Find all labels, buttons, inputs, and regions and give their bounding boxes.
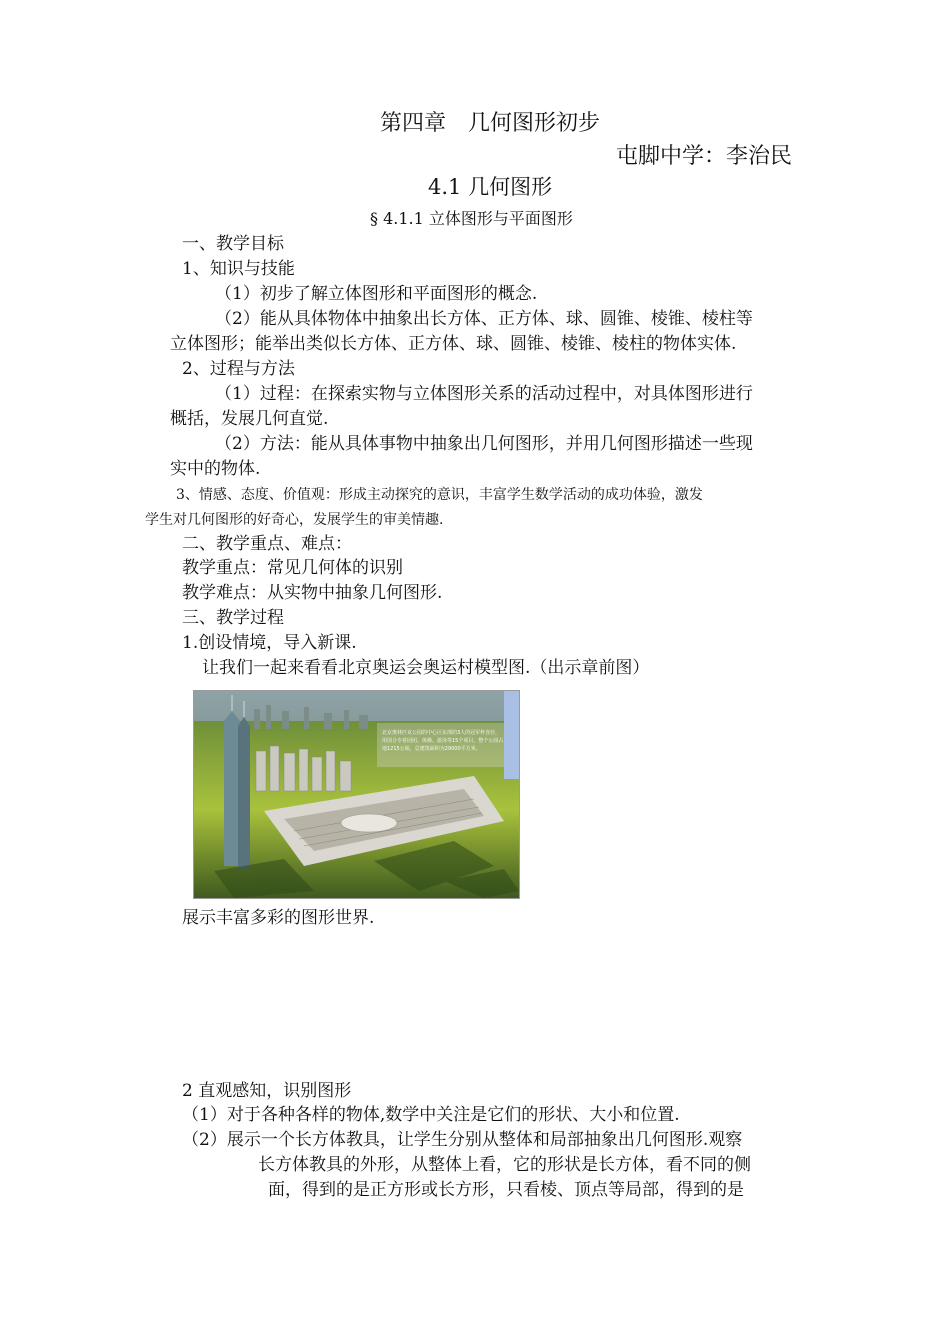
chapter-title: 第四章 几何图形初步: [380, 111, 601, 136]
subsection-title: § 4.1.1 立体图形与平面图形: [370, 209, 573, 228]
knowledge-item-2-line-1: （2）能从具体物体中抽象出长方体、正方体、球、圆锥、棱锥、棱柱等: [215, 309, 753, 329]
process-method-heading: 2、过程与方法: [182, 359, 295, 379]
teaching-focus: 教学重点：常见几何体的识别: [182, 558, 403, 578]
teaching-difficulty: 教学难点：从实物中抽象几何图形.: [182, 583, 443, 603]
knowledge-heading: 1、知识与技能: [182, 259, 295, 279]
emotion-line-1: 3、情感、态度、价值观：形成主动探究的意识，丰富学生数学活动的成功体验，激发: [176, 487, 703, 503]
author-line: 屯脚中学：李治民: [616, 144, 793, 169]
key-points-heading: 二、教学重点、难点：: [182, 534, 352, 554]
process-item-1-line-2: 概括，发展几何直觉.: [170, 409, 329, 429]
objectives-heading: 一、教学目标: [182, 234, 284, 254]
section-title: 4.1 几何图形: [428, 175, 553, 199]
step1-caption: 展示丰富多彩的图形世界.: [182, 908, 375, 928]
process-item-2-line-1: （2）方法：能从具体事物中抽象出几何图形，并用几何图形描述一些现: [215, 434, 753, 454]
knowledge-item-2-line-2: 立体图形；能举出类似长方体、正方体、球、圆锥、棱锥、棱柱的物体实体.: [170, 334, 737, 354]
process-section-heading: 三、教学过程: [182, 608, 284, 628]
step1-text: 让我们一起来看看北京奥运会奥运村模型图.（出示章前图）: [202, 658, 650, 678]
process-item-2-line-2: 实中的物体.: [170, 459, 261, 479]
step2-heading: 2 直观感知，识别图形: [182, 1081, 352, 1101]
process-item-1-line-1: （1）过程：在探索实物与立体图形关系的活动过程中，对具体图形进行: [215, 384, 753, 404]
olympic-village-model-image: [193, 690, 520, 899]
step2-item-2-line-3: 面，得到的是正方形或长方形，只看棱、顶点等局部，得到的是: [268, 1180, 744, 1200]
step1-heading: 1.创设情境，导入新课.: [182, 633, 357, 653]
image-overlay-caption: 北京奥林匹克公园的中心区东部的3人的冠军杯直径，用国合专着园团、体操、游泳等15个项目，整个公园占地1215公顷，总建筑面积为29000平方米。: [382, 730, 504, 752]
step2-item-2-line-1: （2）展示一个长方体教具，让学生分别从整体和局部抽象出几何图形.观察: [182, 1130, 743, 1150]
step2-item-1: （1）对于各种各样的物体,数学中关注是它们的形状、大小和位置.: [182, 1105, 680, 1125]
emotion-line-2: 学生对几何图形的好奇心，发展学生的审美情趣.: [145, 512, 444, 528]
knowledge-item-1: （1）初步了解立体图形和平面图形的概念.: [215, 284, 538, 304]
step2-item-2-line-2: 长方体教具的外形，从整体上看，它的形状是长方体，看不同的侧: [258, 1155, 751, 1175]
